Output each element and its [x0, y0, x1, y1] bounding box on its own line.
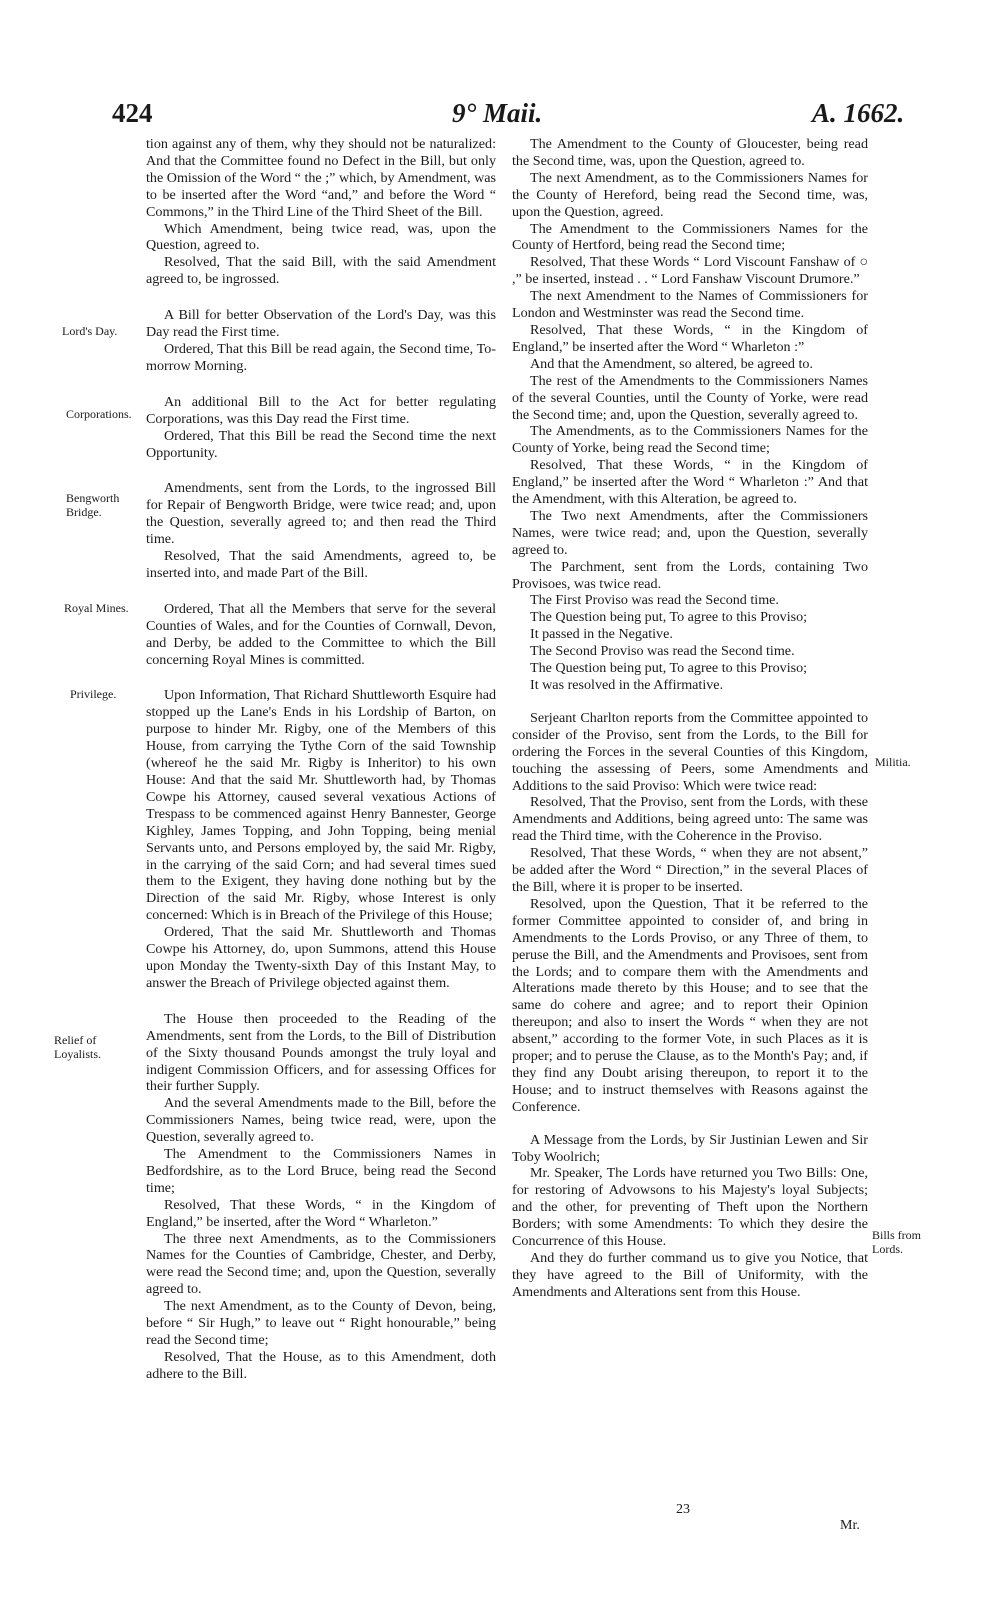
- paragraph: The Parchment, sent from the Lords, containing Two Provisoes, was twice read.: [512, 558, 868, 592]
- paragraph: Ordered, That this Bill be read again, the Second time, To-morrow Morning.: [146, 340, 496, 374]
- paragraph: The Amendment to the County of Gloucester, being read the Second time, was, upon the Question, agreed to.: [512, 136, 868, 169]
- paragraph: The House then proceeded to the Reading of the Amendments, sent from the Lords, to the Bill of Distribution of the Sixty thousand Pounds amongst the truly loyal and indigent Commission Officers, and for assessing Offices for their further Supply.: [146, 1010, 496, 1095]
- margin-note-bengworth: Bengworth Bridge.: [66, 491, 120, 519]
- paragraph: Resolved, That these Words, “ in the Kingdom of England,” be inserted, after the Word “ Wharleton.”: [146, 1196, 496, 1230]
- paragraph: Resolved, That the said Amendments, agreed to, be inserted into, and made Part of the Bill.: [146, 548, 496, 581]
- paragraph: Resolved, That the House, as to this Amendment, doth adhere to the Bill.: [146, 1348, 496, 1382]
- paragraph: Amendments, sent from the Lords, to the ingrossed Bill for Repair of Bengworth Bridge, were twice read; and, upon the Question, severally agreed to; and then read the Third time.: [146, 480, 496, 548]
- running-header: [0, 98, 992, 134]
- paragraph: And they do further command us to give you Notice, that they have agreed to the Bill of Uniformity, with the Amendments and Alterations sent from this House.: [512, 1250, 868, 1300]
- paragraph: The next Amendment, as to the Commissioners Names for the County of Hereford, being read the Second time, was, upon the Question, agreed.: [512, 169, 868, 220]
- paragraph: And the several Amendments made to the Bill, before the Commissioners Names, being twice read, were, upon the Question, severally agreed to.: [146, 1095, 496, 1146]
- left-column: [146, 136, 496, 1383]
- paragraph: An additional Bill to the Act for better regulating Corporations, was this Day read the First time.: [146, 393, 496, 427]
- paragraph: The Second Proviso was read the Second time.: [530, 643, 795, 660]
- paragraph: The Two next Amendments, after the Commissioners Names, were twice read; and, upon the Question, severally agreed to.: [512, 507, 868, 558]
- paragraph: Resolved, That the said Bill, with the said Amendment agreed to, be ingrossed.: [146, 254, 496, 288]
- paragraph: It passed in the Negative.: [530, 626, 673, 643]
- margin-note-militia: Militia.: [875, 755, 911, 769]
- paragraph: The next Amendment, as to the County of Devon, being, before “ Sir Hugh,” to leave out “ Right honourable,” being read the Second time;: [146, 1298, 496, 1348]
- paragraph: Resolved, That these Words, “ in the Kingdom of England,” be inserted after the Word “ Wharleton :”: [512, 321, 868, 355]
- paragraph: And that the Amendment, so altered, be agreed to.: [530, 355, 813, 372]
- paragraph: Resolved, That these Words “ Lord Viscount Fanshaw of ○ ,” be inserted, instead . . “ Lord Fanshaw Viscount Drumore.”: [512, 254, 868, 288]
- paragraph: The rest of the Amendments to the Commissioners Names of the several Counties, until the County of Yorke, were read the Second time; and, upon the Question, severally agreed to.: [512, 372, 868, 423]
- margin-note-bills-from-lords: Bills from Lords.: [872, 1228, 922, 1256]
- margin-note-privilege: Privilege.: [70, 687, 117, 701]
- paragraph: The next Amendment to the Names of Commissioners for London and Westminster was read the Second time.: [512, 288, 868, 322]
- paragraph: Which Amendment, being twice read, was, upon the Question, agreed to.: [146, 220, 496, 254]
- paragraph: The Amendment to the Commissioners Names in Bedfordshire, as to the Lord Bruce, being read the Second time;: [146, 1146, 496, 1196]
- page-number: 424: [112, 98, 153, 128]
- paragraph: Resolved, That these Words, “ when they are not absent,” be added after the Word “ Direction,” in the several Places of the Bill, where it is proper to be inserted.: [512, 845, 868, 895]
- paragraph: A Bill for better Observation of the Lord's Day, was this Day read the First time.: [146, 307, 496, 341]
- paragraph: Mr. Speaker, The Lords have returned you Two Bills: One, for restoring of Advowsons to his Majesty's loyal Subjects; and the other, for preventing of Theft upon the Northern Borders; with some Amendments: To which they desire the Concurrence of this House.: [512, 1165, 868, 1250]
- session-date: 9° Maii.: [452, 98, 543, 128]
- paragraph: Resolved, That these Words, “ in the Kingdom of England,” be inserted after the Word “ Wharleton :” And that the Amendment, with this Alteration, be agreed to.: [512, 457, 868, 508]
- margin-note-royal-mines: Royal Mines.: [64, 601, 129, 615]
- paragraph: The Amendment to the Commissioners Names for the County of Hertford, being read the Second time;: [512, 220, 868, 254]
- margin-note-corporations: Corporations.: [66, 407, 132, 421]
- margin-note-lords-day: Lord's Day.: [62, 324, 118, 338]
- catchword: Mr.: [840, 1518, 860, 1533]
- paragraph: The Amendments, as to the Commissioners Names for the County of Yorke, being read the Second time;: [512, 423, 868, 457]
- paragraph: A Message from the Lords, by Sir Justinian Lewen and Sir Toby Woolrich;: [512, 1131, 868, 1165]
- paragraph: Ordered, That all the Members that serve for the several Counties of Wales, and for the Counties of Cornwall, Devon, and Derby, be added to the Committee to which the Bill concerning Royal Mines is committed.: [146, 600, 496, 668]
- paragraph: Resolved, That the Proviso, sent from the Lords, with these Amendments and Additions, being agreed unto: The same was read the Third time, with the Coherence in the Proviso.: [512, 794, 868, 845]
- paragraph: The Question being put, To agree to this Proviso;: [530, 609, 808, 626]
- paragraph: The First Proviso was read the Second time.: [530, 592, 779, 609]
- paragraph: The three next Amendments, as to the Commissioners Names for the Counties of Cambridge, Chester, and Derby, were read the Second time; and, upon the Question, severally agreed to.: [146, 1230, 496, 1298]
- paragraph: Ordered, That the said Mr. Shuttleworth and Thomas Cowpe his Attorney, do, upon Summons, attend this House upon Monday the Twenty-sixth Day of this Instant May, to answer the Breach of Privilege objected against them.: [146, 924, 496, 991]
- right-column: [512, 136, 868, 1301]
- year: A. 1662.: [812, 98, 905, 128]
- margin-note-relief: Relief of Loyalists.: [54, 1033, 101, 1061]
- paragraph: Resolved, upon the Question, That it be referred to the former Committee appointed to consider of, and bring in Amendments to the Lords Proviso, or any Three of them, to peruse the Bill, and the Amendments and Provisoes, sent from the Lords; and to compare them with the Amendments and Alterations made thereto by this House; and to see that the same do cohere and agree; and to report their Opinion thereupon; and also to insert the Words “ when they are not absent,” according to the former Vote, in such Places as it is proper; and to peruse the Clause, as to the Month's Pay; and, if they find any Doubt arising thereupon, to report it to the House; and to instruct themselves with Reasons against the Conference.: [512, 895, 868, 1115]
- signature-mark: 23: [676, 1502, 690, 1517]
- paragraph: tion against any of them, why they should not be naturalized: And that the Committee found no Defect in the Bill, but only the Omission of the Word “ the ;” which, by Amendment, was to be inserted after the Word “and,” and before the Word “ Commons,” in the Third Line of the Third Sheet of the Bill.: [146, 136, 496, 220]
- paragraph: Serjeant Charlton reports from the Committee appointed to consider of the Proviso, sent from the Lords, to the Bill for ordering the Forces in the several Counties of this Kingdom, touching the assessing of Peers, some Amendments and Additions to the said Proviso: Which were twice read:: [512, 709, 868, 794]
- paragraph: Ordered, That this Bill be read the Second time the next Opportunity.: [146, 427, 496, 461]
- paragraph: The Question being put, To agree to this Proviso;: [530, 660, 808, 677]
- paragraph: Upon Information, That Richard Shuttleworth Esquire had stopped up the Lane's Ends in his Lordship of Barton, on purpose to hinder Mr. Rigby, one of the Members of this House, from carrying the Tythe Corn of the said Township (whereof he the said Mr. Rigby is Inheritor) to his own House: And that the said Mr. Shuttleworth had, by Thomas Cowpe his Attorney, caused several vexatious Actions of Trespass to be commenced against Henry Bannester, George Kighley, James Topping, and John Topping, being menial Servants unto, and Persons employed by, the said Mr. Rigby, in the carrying of the said Corn; and had several times sued them to the Exigent, they having done nothing but by the Direction of the said Mr. Rigby, whose Interest is only concerned: Which is in Breach of the Privilege of this House;: [146, 687, 496, 924]
- paragraph: It was resolved in the Affirmative.: [530, 677, 724, 693]
